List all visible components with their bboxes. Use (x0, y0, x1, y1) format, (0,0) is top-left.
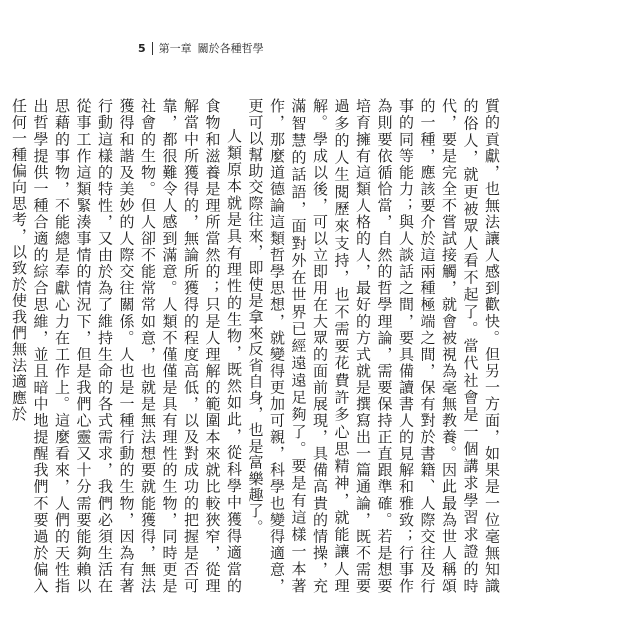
body-text (10, 98, 502, 594)
page-number: 5 (138, 41, 146, 55)
chapter-label: 第一章 (158, 42, 192, 55)
header-divider (152, 42, 153, 55)
paragraph: 人類原本就是具有理性的生物，既然如此，從科學中獲得適當的食物和滋養是理所當然的；只是人理解的範圍本來就比較狹窄，從理解當中所獲得的，無論所獲得的程度高低，以及對成功的把握是否可靠，都很難令人感到滿意。人類不僅僅是具有理性的生物，同時更是社會的生物。但人卻不能常常如意，也就是無法想要就能獲得，無法獲得和諧及美妙的人際交往關係。人也是一種行動的生物，因為有著行動這樣的特性，又由於為了維持生命的各式需求，我們必須生活在從事工作這類緊湊事情的情況下，但是我們心靈又十分需要能夠賴以思藉的事物，不能總是奉獻心力在工作上。這麼看來，人們的天性指出哲學提供一種合適的綜合思維，並且暗中地提醒我們不要過於偏入任何一種偏向思考，以致於使我們無法適應於 (10, 98, 243, 594)
running-header (138, 40, 264, 56)
chapter-title: 關於各種哲學 (197, 42, 264, 55)
paragraph: 質的貢獻，也無法讓人感到歡快。但另一方面，如果是一位毫無知識的俗人，就更被眾人看不起了。當代社會是一個講求學習求證的時代，要是完全不嘗試接觸，就會被視為毫無教養。因此最為世人稱頌的一種，應該要介於這兩種極端之間，保有對於書籍、人際交往及行事的同等能力；與人談話之間，要具備讀書人的見解和雅致；行事作為則要依循恰當，自然的哲學理論，需要保持正直跟準確。若是想要培育擁有這類人格的人，最好的方式就是撰寫出一篇通論，既不需要過多的人生閱歷來支持，也不需要花費許多心思精神，就能讓人理解。學成以後，可以立即用在大眾的面前展現，具備高貴的情操，充滿智慧的話語，面對外在世界已經遠遠足夠了。要是有這樣一本著作，那麼道德論這類哲學思想，就變得更加可親，科學也變得適意，更可以幫助交際往來，即使是拿來反省自身，也是富樂趣了。 (246, 98, 501, 594)
